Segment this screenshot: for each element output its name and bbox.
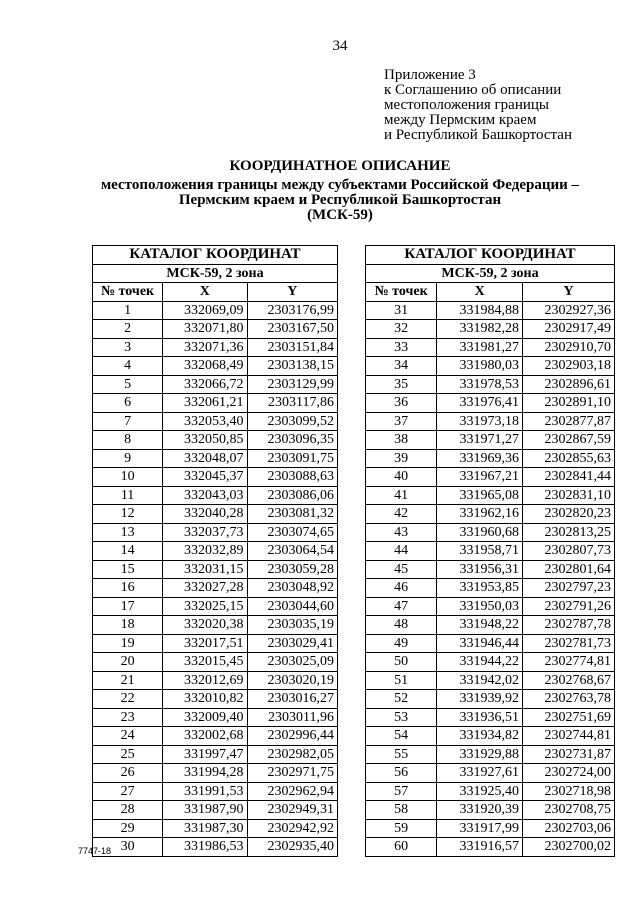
y-coordinate-cell: 2302903,18: [523, 357, 615, 376]
x-coordinate-cell: 332040,28: [163, 505, 247, 524]
point-number-cell: 37: [366, 412, 437, 431]
y-coordinate-cell: 2303167,50: [247, 320, 337, 339]
y-coordinate-cell: 2303151,84: [247, 338, 337, 357]
x-coordinate-cell: 332027,28: [163, 579, 247, 598]
table-row: [93, 431, 338, 450]
table-row: [93, 764, 338, 783]
y-coordinate-cell: 2302724,00: [523, 764, 615, 783]
appendix-note: [384, 68, 572, 143]
catalog-title: КАТАЛОГ КООРДИНАТ: [366, 246, 615, 265]
point-number-cell: 41: [366, 486, 437, 505]
x-coordinate-cell: 332002,68: [163, 727, 247, 746]
table-row: [366, 542, 615, 561]
table-row: [366, 764, 615, 783]
y-coordinate-cell: 2302813,25: [523, 523, 615, 542]
x-coordinate-cell: 331916,57: [437, 838, 523, 857]
point-number-cell: 20: [93, 653, 163, 672]
column-header-point-number: № точек: [366, 283, 437, 302]
column-header-y: Y: [523, 283, 615, 302]
x-coordinate-cell: 331997,47: [163, 745, 247, 764]
point-number-cell: 57: [366, 782, 437, 801]
y-coordinate-cell: 2303044,60: [247, 597, 337, 616]
point-number-cell: 29: [93, 819, 163, 838]
table-row: [366, 838, 615, 857]
table-row: [366, 782, 615, 801]
point-number-cell: 34: [366, 357, 437, 376]
table-row: [93, 801, 338, 820]
point-number-cell: 44: [366, 542, 437, 561]
x-coordinate-cell: 331982,28: [437, 320, 523, 339]
y-coordinate-cell: 2302774,81: [523, 653, 615, 672]
x-coordinate-cell: 332020,38: [163, 616, 247, 635]
point-number-cell: 26: [93, 764, 163, 783]
y-coordinate-cell: 2302867,59: [523, 431, 615, 450]
table-row: [366, 505, 615, 524]
y-coordinate-cell: 2302971,75: [247, 764, 337, 783]
x-coordinate-cell: 331927,61: [437, 764, 523, 783]
table-row: [93, 375, 338, 394]
table-row: [93, 782, 338, 801]
y-coordinate-cell: 2303117,86: [247, 394, 337, 413]
point-number-cell: 60: [366, 838, 437, 857]
table-row: [93, 301, 338, 320]
table-row: [93, 523, 338, 542]
appendix-line: местоположения границы: [384, 97, 549, 113]
table-row: [93, 412, 338, 431]
x-coordinate-cell: 331965,08: [437, 486, 523, 505]
x-coordinate-cell: 331980,03: [437, 357, 523, 376]
x-coordinate-cell: 331960,68: [437, 523, 523, 542]
x-coordinate-cell: 331939,92: [437, 690, 523, 709]
table-row: [366, 301, 615, 320]
subheading-line: Пермским краем и Республикой Башкортостан: [178, 192, 502, 208]
point-number-cell: 13: [93, 523, 163, 542]
point-number-cell: 30: [93, 838, 163, 857]
point-number-cell: 35: [366, 375, 437, 394]
point-number-cell: 7: [93, 412, 163, 431]
y-coordinate-cell: 2302877,87: [523, 412, 615, 431]
appendix-line: к Соглашению об описании: [384, 82, 562, 98]
point-number-cell: 28: [93, 801, 163, 820]
y-coordinate-cell: 2303129,99: [247, 375, 337, 394]
x-coordinate-cell: 331994,28: [163, 764, 247, 783]
y-coordinate-cell: 2302744,81: [523, 727, 615, 746]
point-number-cell: 22: [93, 690, 163, 709]
y-coordinate-cell: 2302731,87: [523, 745, 615, 764]
x-coordinate-cell: 331942,02: [437, 671, 523, 690]
column-header-x: X: [163, 283, 247, 302]
table-row: [366, 819, 615, 838]
table-row: [93, 708, 338, 727]
y-coordinate-cell: 2303096,35: [247, 431, 337, 450]
y-coordinate-cell: 2303138,15: [247, 357, 337, 376]
point-number-cell: 5: [93, 375, 163, 394]
point-number-cell: 25: [93, 745, 163, 764]
x-coordinate-cell: 332043,03: [163, 486, 247, 505]
subheading-line: местоположения границы между субъектами Российской Федерации –: [100, 177, 580, 193]
y-coordinate-cell: 2302841,44: [523, 468, 615, 487]
table-row: [366, 523, 615, 542]
table-row: [366, 486, 615, 505]
y-coordinate-cell: 2303035,19: [247, 616, 337, 635]
x-coordinate-cell: 332066,72: [163, 375, 247, 394]
x-coordinate-cell: 331953,85: [437, 579, 523, 598]
x-coordinate-cell: 332068,49: [163, 357, 247, 376]
x-coordinate-cell: 332069,09: [163, 301, 247, 320]
table-row: [93, 634, 338, 653]
point-number-cell: 10: [93, 468, 163, 487]
x-coordinate-cell: 332071,36: [163, 338, 247, 357]
point-number-cell: 39: [366, 449, 437, 468]
point-number-cell: 4: [93, 357, 163, 376]
subheading-line: (МСК-59): [307, 207, 373, 223]
x-coordinate-cell: 332037,73: [163, 523, 247, 542]
x-coordinate-cell: 332031,15: [163, 560, 247, 579]
y-coordinate-cell: 2302703,06: [523, 819, 615, 838]
y-coordinate-cell: 2302910,70: [523, 338, 615, 357]
x-coordinate-cell: 331978,53: [437, 375, 523, 394]
y-coordinate-cell: 2302797,23: [523, 579, 615, 598]
point-number-cell: 6: [93, 394, 163, 413]
y-coordinate-cell: 2302896,61: [523, 375, 615, 394]
y-coordinate-cell: 2303029,41: [247, 634, 337, 653]
table-row: [366, 468, 615, 487]
y-coordinate-cell: 2302949,31: [247, 801, 337, 820]
y-coordinate-cell: 2303020,19: [247, 671, 337, 690]
y-coordinate-cell: 2303064,54: [247, 542, 337, 561]
table-row: [93, 727, 338, 746]
y-coordinate-cell: 2302927,36: [523, 301, 615, 320]
point-number-cell: 32: [366, 320, 437, 339]
x-coordinate-cell: 331969,36: [437, 449, 523, 468]
x-coordinate-cell: 332025,15: [163, 597, 247, 616]
table-row: [366, 412, 615, 431]
y-coordinate-cell: 2303176,99: [247, 301, 337, 320]
x-coordinate-cell: 332009,40: [163, 708, 247, 727]
point-number-cell: 43: [366, 523, 437, 542]
point-number-cell: 45: [366, 560, 437, 579]
appendix-line: и Республикой Башкортостан: [384, 127, 572, 143]
y-coordinate-cell: 2302982,05: [247, 745, 337, 764]
point-number-cell: 51: [366, 671, 437, 690]
table-row: [366, 375, 615, 394]
point-number-cell: 16: [93, 579, 163, 598]
x-coordinate-cell: 331976,41: [437, 394, 523, 413]
table-row: [93, 597, 338, 616]
table-row: [366, 394, 615, 413]
x-coordinate-cell: 331936,51: [437, 708, 523, 727]
x-coordinate-cell: 331944,22: [437, 653, 523, 672]
table-row: [366, 671, 615, 690]
y-coordinate-cell: 2303074,65: [247, 523, 337, 542]
table-row: [366, 449, 615, 468]
x-coordinate-cell: 331950,03: [437, 597, 523, 616]
y-coordinate-cell: 2302791,26: [523, 597, 615, 616]
point-number-cell: 40: [366, 468, 437, 487]
x-coordinate-cell: 332045,37: [163, 468, 247, 487]
y-coordinate-cell: 2302787,78: [523, 616, 615, 635]
x-coordinate-cell: 331920,39: [437, 801, 523, 820]
point-number-cell: 8: [93, 431, 163, 450]
table-row: [366, 616, 615, 635]
y-coordinate-cell: 2303088,63: [247, 468, 337, 487]
table-row: [93, 671, 338, 690]
x-coordinate-cell: 331917,99: [437, 819, 523, 838]
table-row: [366, 597, 615, 616]
x-coordinate-cell: 331986,53: [163, 838, 247, 857]
y-coordinate-cell: 2302917,49: [523, 320, 615, 339]
table-row: [366, 708, 615, 727]
x-coordinate-cell: 331991,53: [163, 782, 247, 801]
point-number-cell: 52: [366, 690, 437, 709]
y-coordinate-cell: 2302962,94: [247, 782, 337, 801]
table-row: [93, 579, 338, 598]
catalog-subtitle: МСК-59, 2 зона: [366, 264, 615, 283]
document-heading: КООРДИНАТНОЕ ОПИСАНИЕ: [229, 158, 451, 174]
y-coordinate-cell: 2302820,23: [523, 505, 615, 524]
x-coordinate-cell: 331987,30: [163, 819, 247, 838]
table-row: [366, 579, 615, 598]
x-coordinate-cell: 331946,44: [437, 634, 523, 653]
y-coordinate-cell: 2302996,44: [247, 727, 337, 746]
table-row: [366, 560, 615, 579]
point-number-cell: 21: [93, 671, 163, 690]
point-number-cell: 12: [93, 505, 163, 524]
x-coordinate-cell: 332010,82: [163, 690, 247, 709]
point-number-cell: 58: [366, 801, 437, 820]
point-number-cell: 42: [366, 505, 437, 524]
table-row: [93, 320, 338, 339]
table-row: [93, 653, 338, 672]
y-coordinate-cell: 2303091,75: [247, 449, 337, 468]
y-coordinate-cell: 2303016,27: [247, 690, 337, 709]
point-number-cell: 2: [93, 320, 163, 339]
y-coordinate-cell: 2302751,69: [523, 708, 615, 727]
x-coordinate-cell: 331981,27: [437, 338, 523, 357]
point-number-cell: 27: [93, 782, 163, 801]
y-coordinate-cell: 2302801,64: [523, 560, 615, 579]
table-row: [366, 727, 615, 746]
x-coordinate-cell: 332071,80: [163, 320, 247, 339]
y-coordinate-cell: 2302891,10: [523, 394, 615, 413]
table-row: [366, 745, 615, 764]
coordinate-catalog-table-right: [365, 245, 615, 857]
point-number-cell: 18: [93, 616, 163, 635]
table-row: [93, 468, 338, 487]
x-coordinate-cell: 332017,51: [163, 634, 247, 653]
catalog-subtitle: МСК-59, 2 зона: [93, 264, 338, 283]
table-row: [93, 560, 338, 579]
point-number-cell: 36: [366, 394, 437, 413]
point-number-cell: 11: [93, 486, 163, 505]
point-number-cell: 1: [93, 301, 163, 320]
x-coordinate-cell: 332053,40: [163, 412, 247, 431]
x-coordinate-cell: 332061,21: [163, 394, 247, 413]
table-row: [366, 634, 615, 653]
table-row: [366, 690, 615, 709]
table-row: [366, 801, 615, 820]
y-coordinate-cell: 2302781,73: [523, 634, 615, 653]
table-row: [93, 449, 338, 468]
point-number-cell: 59: [366, 819, 437, 838]
point-number-cell: 55: [366, 745, 437, 764]
x-coordinate-cell: 332048,07: [163, 449, 247, 468]
table-row: [366, 338, 615, 357]
y-coordinate-cell: 2303081,32: [247, 505, 337, 524]
x-coordinate-cell: 331971,27: [437, 431, 523, 450]
x-coordinate-cell: 332015,45: [163, 653, 247, 672]
document-subheading: [80, 178, 600, 223]
x-coordinate-cell: 332012,69: [163, 671, 247, 690]
y-coordinate-cell: 2302718,98: [523, 782, 615, 801]
point-number-cell: 47: [366, 597, 437, 616]
catalog-title: КАТАЛОГ КООРДИНАТ: [93, 246, 338, 265]
table-row: [93, 616, 338, 635]
table-row: [93, 338, 338, 357]
point-number-cell: 38: [366, 431, 437, 450]
appendix-line: Приложение 3: [384, 67, 476, 83]
y-coordinate-cell: 2303099,52: [247, 412, 337, 431]
x-coordinate-cell: 331934,82: [437, 727, 523, 746]
table-row: [366, 431, 615, 450]
table-row: [93, 394, 338, 413]
coordinate-catalog-table-left: [92, 245, 338, 857]
point-number-cell: 53: [366, 708, 437, 727]
table-row: [366, 320, 615, 339]
x-coordinate-cell: 331962,16: [437, 505, 523, 524]
x-coordinate-cell: 331958,71: [437, 542, 523, 561]
y-coordinate-cell: 2302855,63: [523, 449, 615, 468]
table-row: [93, 357, 338, 376]
y-coordinate-cell: 2303059,28: [247, 560, 337, 579]
point-number-cell: 17: [93, 597, 163, 616]
y-coordinate-cell: 2302831,10: [523, 486, 615, 505]
table-row: [366, 653, 615, 672]
x-coordinate-cell: 331987,90: [163, 801, 247, 820]
point-number-cell: 9: [93, 449, 163, 468]
point-number-cell: 31: [366, 301, 437, 320]
y-coordinate-cell: 2303025,09: [247, 653, 337, 672]
column-header-x: X: [437, 283, 523, 302]
point-number-cell: 56: [366, 764, 437, 783]
y-coordinate-cell: 2303048,92: [247, 579, 337, 598]
point-number-cell: 50: [366, 653, 437, 672]
x-coordinate-cell: 332050,85: [163, 431, 247, 450]
point-number-cell: 15: [93, 560, 163, 579]
table-row: [366, 357, 615, 376]
x-coordinate-cell: 332032,89: [163, 542, 247, 561]
y-coordinate-cell: 2302942,92: [247, 819, 337, 838]
x-coordinate-cell: 331929,88: [437, 745, 523, 764]
point-number-cell: 48: [366, 616, 437, 635]
page-number: 34: [332, 38, 348, 54]
x-coordinate-cell: 331956,31: [437, 560, 523, 579]
point-number-cell: 24: [93, 727, 163, 746]
y-coordinate-cell: 2303086,06: [247, 486, 337, 505]
x-coordinate-cell: 331973,18: [437, 412, 523, 431]
table-row: [93, 819, 338, 838]
point-number-cell: 54: [366, 727, 437, 746]
point-number-cell: 46: [366, 579, 437, 598]
point-number-cell: 19: [93, 634, 163, 653]
y-coordinate-cell: 2302768,67: [523, 671, 615, 690]
table-row: [93, 745, 338, 764]
x-coordinate-cell: 331948,22: [437, 616, 523, 635]
point-number-cell: 3: [93, 338, 163, 357]
document-code: 7747-18: [78, 846, 112, 856]
point-number-cell: 49: [366, 634, 437, 653]
y-coordinate-cell: 2302807,73: [523, 542, 615, 561]
column-header-point-number: № точек: [93, 283, 163, 302]
table-row: [93, 505, 338, 524]
x-coordinate-cell: 331967,21: [437, 468, 523, 487]
column-header-y: Y: [247, 283, 337, 302]
x-coordinate-cell: 331984,88: [437, 301, 523, 320]
table-row: [93, 838, 338, 857]
table-row: [93, 542, 338, 561]
x-coordinate-cell: 331925,40: [437, 782, 523, 801]
point-number-cell: 23: [93, 708, 163, 727]
point-number-cell: 33: [366, 338, 437, 357]
point-number-cell: 14: [93, 542, 163, 561]
table-row: [93, 486, 338, 505]
y-coordinate-cell: 2302700,02: [523, 838, 615, 857]
y-coordinate-cell: 2302763,78: [523, 690, 615, 709]
y-coordinate-cell: 2302935,40: [247, 838, 337, 857]
y-coordinate-cell: 2302708,75: [523, 801, 615, 820]
y-coordinate-cell: 2303011,96: [247, 708, 337, 727]
appendix-line: между Пермским краем: [384, 112, 537, 128]
table-row: [93, 690, 338, 709]
